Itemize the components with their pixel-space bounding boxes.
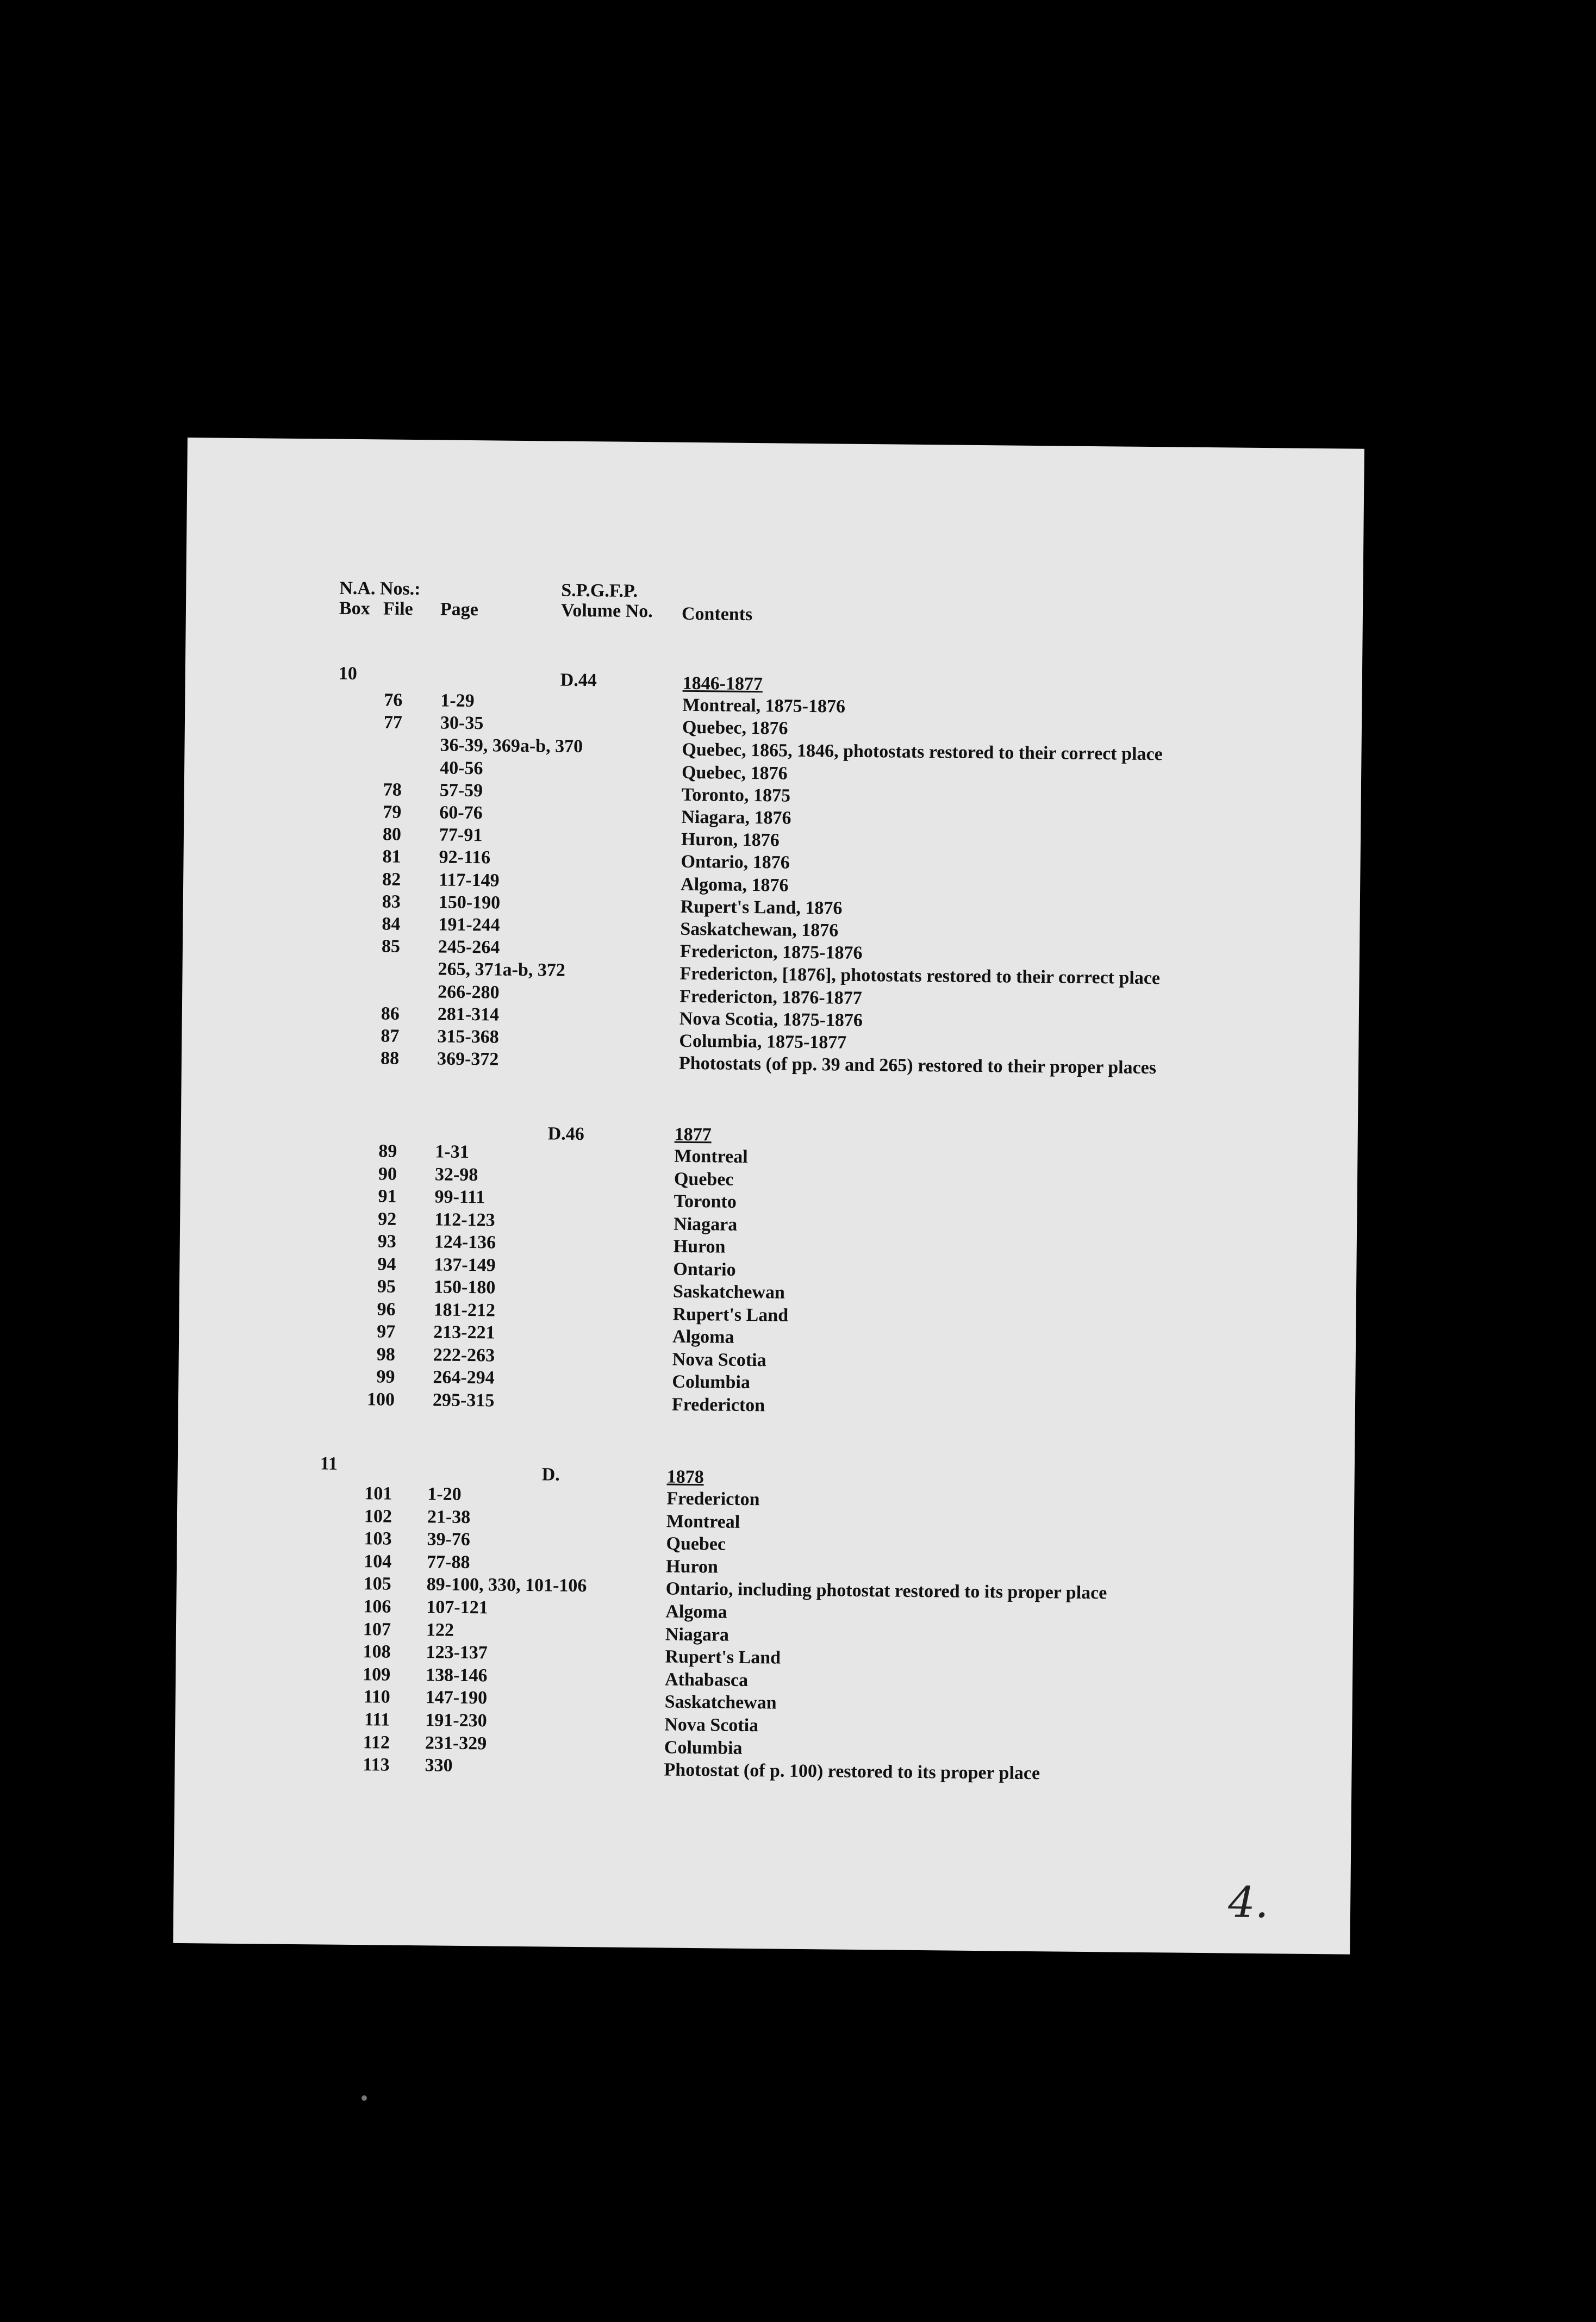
contents-entry: Columbia [672, 1371, 751, 1393]
contents-entry: Huron, 1876 [681, 829, 780, 851]
section-year: 1877 [674, 1124, 712, 1145]
page-range: 147-190 [425, 1687, 488, 1708]
file-number: 96 [377, 1299, 396, 1320]
contents-entry: Algoma [672, 1326, 734, 1347]
page-range: 150-190 [438, 892, 501, 913]
page-range: 117-149 [439, 870, 500, 891]
contents-entry: Photostat (of p. 100) restored to its proper place [664, 1759, 1040, 1784]
file-number: 103 [364, 1528, 392, 1549]
page-range: 281-314 [437, 1004, 500, 1025]
file-number: 79 [383, 802, 402, 822]
handwritten-page-number: 4. [1227, 1878, 1269, 1928]
file-number: 86 [381, 1003, 400, 1024]
file-number: 91 [378, 1186, 397, 1207]
page-range: 92-116 [439, 847, 491, 868]
page-range: 89-100, 330, 101-106 [426, 1574, 587, 1596]
contents-entry: Toronto [674, 1191, 737, 1212]
contents-entry: Saskatchewan [672, 1281, 785, 1303]
file-number: 99 [376, 1366, 395, 1387]
box-column-header: Box [339, 598, 370, 619]
file-number: 98 [376, 1344, 396, 1365]
contents-entry: Montreal [674, 1146, 748, 1167]
page-range: 32-98 [434, 1164, 478, 1185]
file-column-header: File [383, 598, 413, 619]
volume-label: D.46 [547, 1123, 584, 1145]
contents-entry: Ontario [673, 1259, 736, 1280]
volume-label: D.44 [560, 670, 597, 691]
section-year: 1878 [666, 1466, 704, 1488]
contents-entry: Ontario, including photostat restored to its proper place [665, 1578, 1107, 1603]
page-range: 36-39, 369a-b, 370 [440, 735, 583, 757]
contents-entry: Saskatchewan [664, 1691, 777, 1713]
contents-entry: Columbia [664, 1737, 743, 1758]
contents-entry: Montreal [666, 1511, 740, 1532]
contents-entry: Fredericton, [1876], photostats restored to their correct place [679, 964, 1161, 989]
file-number: 104 [363, 1551, 392, 1572]
page-range: 123-137 [426, 1642, 488, 1663]
contents-entry: Quebec, 1876 [682, 717, 788, 739]
page-range: 107-121 [426, 1597, 488, 1618]
box-number: 10 [338, 663, 358, 684]
page-range: 77-88 [426, 1552, 470, 1572]
page-range: 191-244 [438, 914, 500, 935]
file-number: 90 [378, 1163, 397, 1184]
file-number: 80 [382, 824, 402, 845]
page-range: 266-280 [438, 982, 500, 1003]
contents-entry: Montreal, 1875-1876 [682, 695, 846, 717]
file-number: 83 [382, 891, 401, 912]
page-range: 77-91 [439, 825, 483, 846]
contents-entry: Fredericton [666, 1488, 760, 1510]
contents-entry: Huron [665, 1556, 719, 1577]
box-number: 11 [320, 1453, 338, 1474]
contents-entry: Photostats (of pp. 39 and 265) restored to their proper places [678, 1053, 1157, 1078]
file-number: 110 [363, 1687, 390, 1708]
file-number: 89 [378, 1141, 397, 1162]
page-range: 40-56 [440, 758, 483, 778]
page-range: 150-180 [433, 1277, 496, 1298]
film-speck [361, 2095, 367, 2101]
file-number: 88 [380, 1048, 400, 1069]
file-number: 111 [364, 1709, 390, 1730]
contents-entry: Quebec [666, 1533, 726, 1555]
page-range: 245-264 [438, 937, 500, 958]
file-number: 102 [364, 1506, 392, 1527]
contents-entry: Saskatchewan, 1876 [680, 919, 839, 941]
file-number: 108 [363, 1641, 391, 1662]
file-number: 82 [382, 869, 401, 890]
file-number: 105 [363, 1574, 391, 1595]
contents-entry: Quebec [674, 1169, 734, 1190]
spgfp-heading: S.P.G.F.P. [561, 580, 638, 601]
contents-entry: Fredericton, 1876-1877 [679, 986, 862, 1008]
file-number: 93 [377, 1231, 396, 1252]
page-range: 295-315 [432, 1389, 495, 1410]
file-number: 101 [364, 1483, 392, 1504]
contents-entry: Algoma [665, 1601, 727, 1622]
volume-column-header: Volume No. [560, 600, 653, 622]
contents-entry: Quebec, 1865, 1846, photostats restored to their correct place [682, 740, 1163, 765]
contents-entry: Ontario, 1876 [681, 852, 790, 873]
page-range: 181-212 [433, 1299, 496, 1321]
page-range: 231-329 [425, 1732, 487, 1753]
document-page [173, 438, 1364, 1955]
contents-entry: Toronto, 1875 [681, 784, 791, 806]
page-range: 124-136 [434, 1232, 496, 1253]
file-number: 76 [384, 690, 403, 710]
page-range: 137-149 [434, 1254, 496, 1276]
page-range: 1-29 [440, 690, 475, 711]
page-column-header: Page [440, 599, 479, 620]
file-number: 85 [381, 936, 401, 957]
contents-entry: Huron [673, 1236, 726, 1257]
page-range: 265, 371a-b, 372 [438, 959, 566, 981]
contents-entry: Niagara [665, 1624, 730, 1645]
na-nos-heading: N.A. Nos.: [339, 578, 421, 600]
contents-entry: Quebec, 1876 [681, 762, 788, 784]
file-number: 109 [362, 1664, 391, 1685]
page-range: 30-35 [440, 713, 484, 734]
file-number: 97 [377, 1321, 396, 1342]
contents-entry: Fredericton, 1875-1876 [679, 941, 863, 964]
page-range: 213-221 [433, 1322, 495, 1343]
page-range: 1-31 [435, 1141, 469, 1163]
volume-label: D. [541, 1464, 560, 1485]
page-range: 330 [425, 1755, 453, 1776]
page-range: 369-372 [437, 1048, 499, 1070]
contents-entry: Algoma, 1876 [680, 874, 789, 896]
file-number: 100 [366, 1389, 395, 1410]
page-range: 138-146 [425, 1665, 488, 1686]
file-number: 94 [377, 1253, 396, 1275]
file-number: 78 [383, 779, 402, 800]
file-number: 107 [363, 1619, 391, 1640]
page-range: 112-123 [434, 1209, 495, 1230]
section-year: 1846-1877 [682, 673, 763, 695]
file-number: 95 [377, 1276, 396, 1297]
contents-entry: Columbia, 1875-1877 [679, 1031, 847, 1053]
page-range: 1-20 [427, 1484, 462, 1505]
page-range: 39-76 [427, 1529, 471, 1550]
page-range: 57-59 [439, 780, 483, 801]
page-range: 21-38 [427, 1506, 471, 1527]
contents-entry: Rupert's Land, 1876 [680, 896, 843, 919]
file-number: 81 [382, 846, 401, 867]
page-range: 191-230 [425, 1710, 487, 1731]
contents-entry: Nova Scotia [672, 1349, 766, 1370]
contents-column-header: Contents [681, 603, 753, 625]
file-number: 84 [382, 914, 401, 934]
page-range: 264-294 [433, 1367, 495, 1388]
page-range: 60-76 [439, 802, 483, 823]
file-number: 77 [383, 712, 403, 733]
file-number: 106 [363, 1596, 391, 1617]
contents-entry: Athabasca [664, 1669, 749, 1690]
contents-entry: Rupert's Land [665, 1646, 781, 1668]
file-number: 92 [378, 1208, 397, 1229]
contents-entry: Nova Scotia [664, 1714, 759, 1736]
page-range: 99-111 [434, 1187, 485, 1208]
contents-entry: Nova Scotia, 1875-1876 [679, 1008, 863, 1031]
page-range: 222-263 [433, 1344, 495, 1366]
contents-entry: Niagara, 1876 [681, 807, 791, 828]
file-number: 87 [381, 1026, 400, 1046]
contents-entry: Fredericton [671, 1394, 765, 1415]
page-range: 122 [426, 1619, 454, 1640]
contents-entry: Niagara [673, 1214, 738, 1235]
page-range: 315-368 [437, 1026, 499, 1047]
file-number: 113 [363, 1755, 390, 1775]
file-number: 112 [363, 1732, 390, 1753]
contents-entry: Rupert's Land [672, 1304, 789, 1326]
